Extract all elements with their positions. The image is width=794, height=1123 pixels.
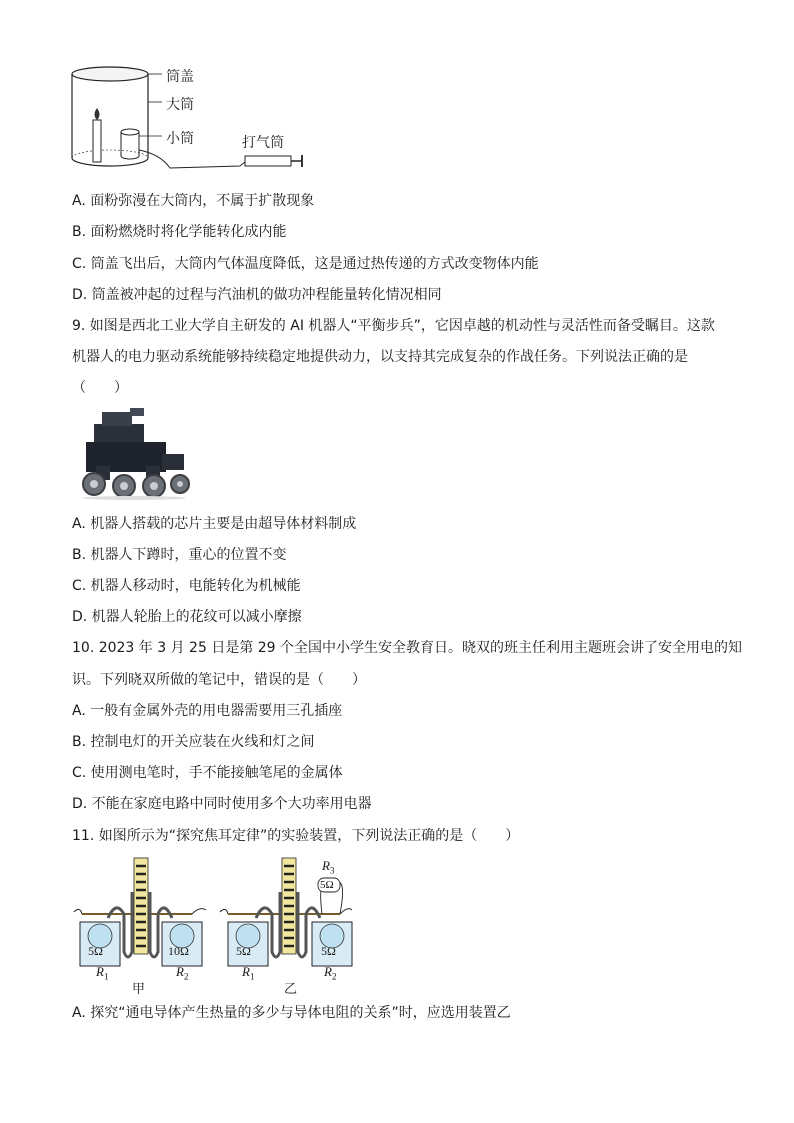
q10-option-c: C. 使用测电笔时，手不能接触笔尾的金属体 (72, 765, 343, 781)
right-r3-label: $R_3$ (322, 858, 335, 876)
q10-stem-line-2: 识。下列晓双所做的笔记中，错误的是（ ） (72, 672, 366, 688)
q10-option-b: B. 控制电灯的开关应装在火线和灯之间 (72, 734, 315, 750)
q8-option-a: A. 面粉弥漫在大筒内，不属于扩散现象 (72, 193, 315, 209)
right-r1-value: 5Ω (236, 944, 251, 958)
q10-option-a: A. 一般有金属外壳的用电器需要用三孔插座 (72, 703, 343, 719)
caption-jia: 甲 (132, 982, 146, 997)
label-pump: 打气筒 (242, 135, 284, 151)
q8-option-d: D. 筒盖被冲起的过程与汽油机的做功冲程能量转化情况相同 (72, 287, 442, 303)
right-r3-value: 5Ω (320, 879, 334, 891)
caption-yi: 乙 (284, 982, 298, 997)
q11-option-a: A. 探究“通电导体产生热量的多少与导体电阻的关系”时，应选用装置乙 (72, 1005, 511, 1021)
label-small-cylinder: 小筒 (166, 131, 194, 147)
left-r1-value: 5Ω (88, 944, 103, 958)
q10-stem-line-1: 10. 2023 年 3 月 25 日是第 29 个全国中小学生安全教育日。晓双的班主任利用主题班会讲了安全用电的知 (72, 640, 743, 656)
label-cover: 筒盖 (166, 69, 194, 85)
robot-image (72, 404, 196, 500)
q9-option-d: D. 机器人轮胎上的花纹可以减小摩擦 (72, 609, 302, 625)
joule-law-figure (68, 852, 368, 996)
q9-stem-line-3: （ ） (72, 380, 128, 396)
cylinder-figure (60, 58, 320, 178)
q9-option-a: A. 机器人搭载的芯片主要是由超导体材料制成 (72, 516, 357, 532)
q11-stem: 11. 如图所示为“探究焦耳定律”的实验装置，下列说法正确的是（ ） (72, 828, 520, 844)
q10-option-d: D. 不能在家庭电路中同时使用多个大功率用电器 (72, 796, 372, 812)
q9-stem-line-1: 9. 如图是西北工业大学自主研发的 AI 机器人“平衡步兵”，它因卓越的机动性与灵活性而备受瞩目。这款 (72, 318, 715, 334)
left-r2-value: 10Ω (168, 944, 189, 958)
q9-stem-line-2: 机器人的电力驱动系统能够持续稳定地提供动力，以支持其完成复杂的作战任务。下列说法正确的是 (72, 349, 688, 365)
q9-option-b: B. 机器人下蹲时，重心的位置不变 (72, 547, 287, 563)
q8-option-b: B. 面粉燃烧时将化学能转化成内能 (72, 224, 287, 240)
label-big-cylinder: 大筒 (166, 97, 194, 113)
q8-option-c: C. 筒盖飞出后，大筒内气体温度降低，这是通过热传递的方式改变物体内能 (72, 256, 539, 272)
right-r2-label: $R_2$ (324, 964, 337, 982)
right-r1-label: $R_1$ (242, 964, 255, 982)
q9-option-c: C. 机器人移动时，电能转化为机械能 (72, 578, 301, 594)
left-r2-label: $R_2$ (176, 964, 189, 982)
left-r1-label: $R_1$ (96, 964, 109, 982)
right-r2-value: 5Ω (321, 944, 336, 958)
